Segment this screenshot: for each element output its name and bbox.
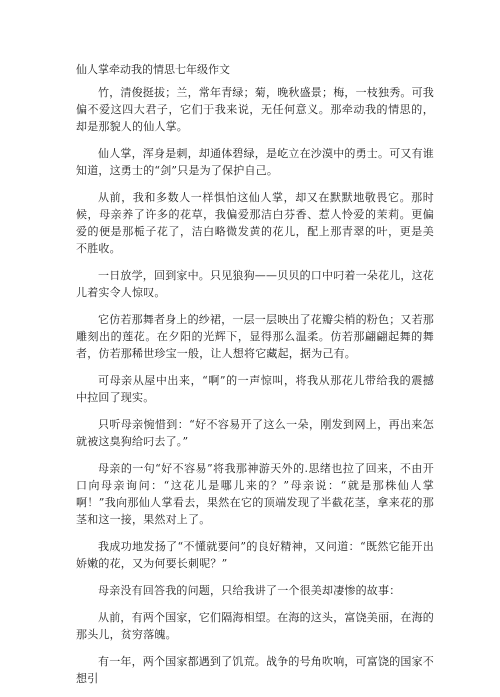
paragraph: 一日放学，回到家中。只见狼狗——贝贝的口中叼着一朵花儿，这花儿着实令人惊叹。 bbox=[76, 269, 434, 299]
paragraph: 我成功地发扬了“不懂就要问”的良好精神，又问道：“既然它能开出娇嫩的花，又为何要长刺呢？” bbox=[76, 540, 434, 570]
document-page bbox=[76, 61, 434, 697]
paragraph: 仙人掌，浑身是刺，却通体碧绿，是屹立在沙漠中的勇士。可又有谁知道，这勇士的“剑”只是为了保护自己。 bbox=[76, 147, 434, 177]
paragraph: 可母亲从屋中出来，“啊”的一声惊叫，将我从那花儿带给我的震撼中拉回了现实。 bbox=[76, 374, 434, 404]
paragraph: 它仿若那舞者身上的纱裙，一层一层映出了花瓣尖梢的粉色；又若那雕刻出的莲花。在夕阳的光辉下，显得那么温柔。仿若那翩翩起舞的舞者，仿若那稀世珍宝一般，让人想将它藏起，据为己有。 bbox=[76, 313, 434, 360]
paragraph: 母亲的一句“好不容易”将我那神游天外的.思绪也拉了回来，不由开口向母亲询问：“这花儿是哪儿来的？”母亲说：“就是那株仙人掌啊！”我向那仙人掌看去，果然在它的顶端发现了半截花茎，拿来花的那茎和这一接，果然对上了。 bbox=[76, 462, 434, 526]
paragraph: 从前，我和多数人一样惧怕这仙人掌，却又在默默地敬畏它。那时候，母亲养了许多的花草，我偏爱那洁白芬香、惹人怜爱的茉莉。更偏爱的便是那栀子花了，洁白略微发黄的花儿，配上那青翠的叶，更是美不胜收。 bbox=[76, 191, 434, 255]
paragraph: 从前，有两个国家，它们隔海相望。在海的这头，富饶美丽，在海的那头儿，贫穷落魄。 bbox=[76, 611, 434, 641]
paragraph: 母亲没有回答我的问题，只给我讲了一个很美却凄惨的故事： bbox=[98, 584, 401, 597]
paragraph: 竹，清俊挺拔；兰，常年青绿；菊，晚秋盛景；梅，一枝独秀。可我偏不爱这四大君子，它们于我来说，无任何意义。那牵动我的情思的，却是那貌人的仙人掌。 bbox=[76, 86, 434, 133]
document-title: 仙人掌牵动我的情思七年级作文 bbox=[76, 63, 230, 76]
paragraph: 有一年，两个国家都遇到了饥荒。战争的号角吹响，可富饶的国家不想引 bbox=[76, 655, 434, 685]
paragraph: 只听母亲惋惜到：“好不容易开了这么一朵，刚发到网上，再出来怎就被这臭狗给叼去了。” bbox=[76, 418, 434, 448]
